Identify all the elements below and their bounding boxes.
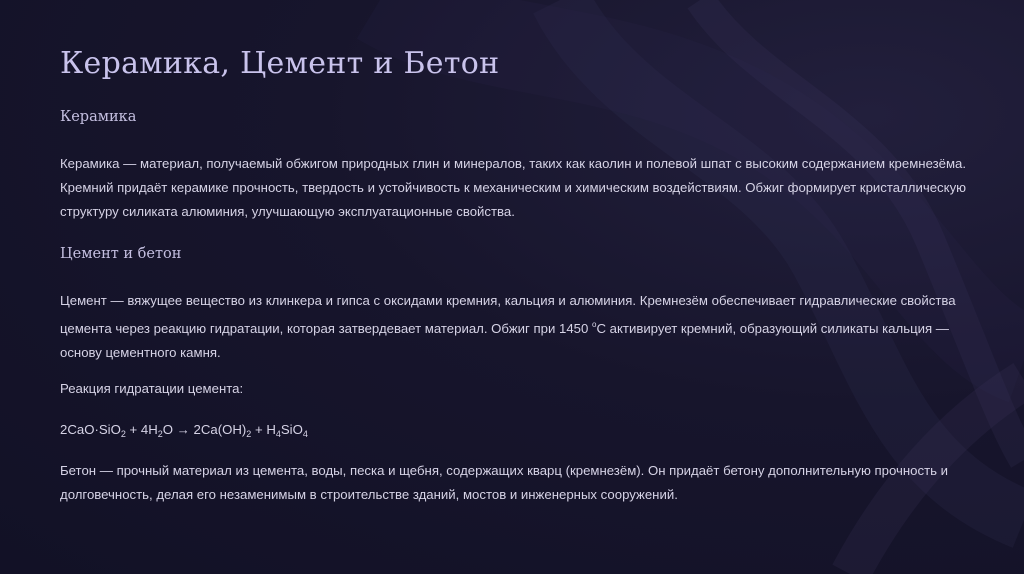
- reaction-part-3: O → 2Ca(OH): [162, 422, 247, 437]
- reaction-sub-1: 2: [120, 429, 126, 439]
- concrete-paragraph: Бетон — прочный материал из цемента, воды, песка и щебня, содержащих кварц (кремнезём). Он придаёт бетону дополнительную прочность и долговечность, делая его незаменимым в строительстве зданий, мостов и инженерных сооружений.: [60, 463, 949, 502]
- cement-paragraph: [60, 289, 990, 365]
- degree-superscript: o: [592, 320, 597, 329]
- reaction-sub-4: 4: [275, 429, 281, 439]
- reaction-part-2: + 4H: [125, 422, 158, 437]
- reaction-part-1: 2CaO·SiO: [60, 422, 121, 437]
- reaction-sub-3: 2: [246, 429, 252, 439]
- slide-title: Керамика, Цемент и Бетон: [60, 46, 500, 81]
- reaction-equation: [60, 418, 990, 446]
- section-heading-ceramics: Керамика: [60, 109, 137, 125]
- cement-paragraph-text-2: C активирует кремний, образующий силикаты кальция — основу цементного камня.: [60, 321, 949, 360]
- cement-paragraph-text-1: Цемент — вяжущее вещество из клинкера и гипса с оксидами кремния, кальция и алюминия. Кремнезём обеспечивает гидравлические свойства цемента через реакцию гидратации, которая затвердевает материал. Обжиг при 1450: [60, 293, 956, 336]
- reaction-part-5: SiO: [280, 422, 303, 437]
- reaction-label: Реакция гидратации цемента:: [60, 381, 244, 396]
- reaction-part-4: + H: [251, 422, 276, 437]
- reaction-sub-2: 2: [157, 429, 163, 439]
- ceramics-paragraph: Керамика — материал, получаемый обжигом природных глин и минералов, таких как каолин и полевой шпат с высоким содержанием кремнезёма. Кремний придаёт керамике прочность, твердость и устойчивость к механическим и химическим воздействиям. Обжиг формирует кристаллическую структуру силиката алюминия, улучшающую эксплуатационные свойства.: [60, 156, 967, 219]
- section-heading-cement-concrete: Цемент и бетон: [60, 246, 182, 262]
- reaction-sub-5: 4: [302, 429, 308, 439]
